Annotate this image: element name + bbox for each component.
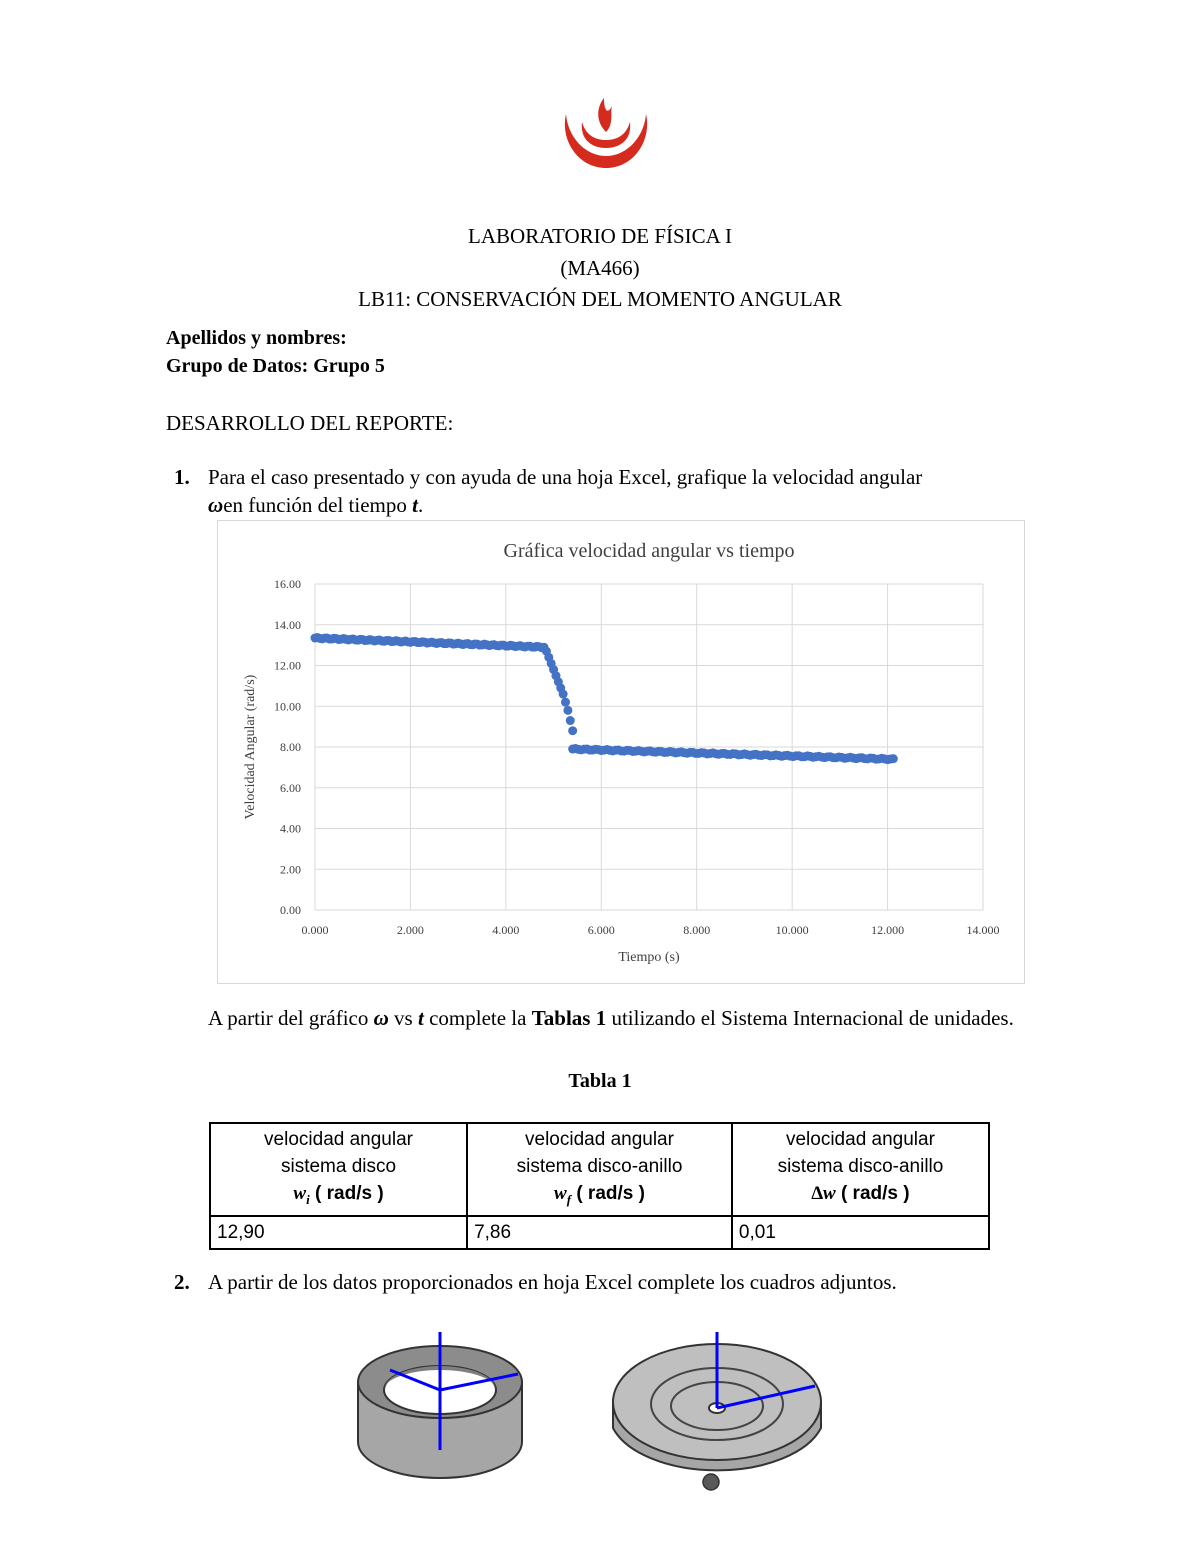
y-tick-label: 4.00 bbox=[280, 821, 301, 836]
ring-illustration bbox=[350, 1330, 530, 1490]
x-tick-label: 10.000 bbox=[775, 923, 809, 937]
y-tick-label: 0.00 bbox=[280, 903, 301, 917]
table-1 bbox=[209, 1122, 990, 1250]
x-tick-label: 4.000 bbox=[492, 923, 520, 937]
q1-text: Para el caso presentado y con ayuda de una hoja Excel, grafique la velocidad angular ωen función del tiempo t. bbox=[208, 465, 923, 517]
data-point bbox=[561, 698, 570, 707]
data-point bbox=[563, 706, 572, 715]
table-ref: Tablas 1 bbox=[531, 1006, 607, 1030]
chart-title: Gráfica velocidad angular vs tiempo bbox=[503, 540, 795, 562]
data-point bbox=[568, 726, 577, 735]
instruction-text: A partir del gráfico ω vs t complete la Tablas 1 utilizando el Sistema Internacional de unidades. bbox=[208, 1006, 1014, 1030]
data-point bbox=[566, 716, 575, 725]
value-dw[interactable]: 0,01 bbox=[732, 1216, 989, 1249]
y-tick-label: 16.00 bbox=[274, 577, 301, 591]
course-code: (MA466) bbox=[560, 256, 640, 280]
table-row bbox=[210, 1216, 989, 1249]
q1-number: 1. bbox=[174, 465, 190, 489]
names-label: Apellidos y nombres: bbox=[166, 327, 347, 349]
header-cell-dw: velocidad angular sistema disco-anillo ∆w ( rad/s ) bbox=[732, 1123, 989, 1216]
lab-title: LABORATORIO DE FÍSICA I bbox=[468, 224, 732, 248]
data-point bbox=[559, 690, 568, 699]
university-logo bbox=[560, 92, 652, 172]
y-tick-label: 2.00 bbox=[280, 862, 301, 877]
omega-symbol: ω bbox=[208, 493, 224, 517]
group-label: Grupo de Datos: bbox=[166, 355, 309, 377]
q2-number: 2. bbox=[174, 1270, 190, 1294]
velocity-chart bbox=[218, 521, 1024, 983]
y-tick-label: 10.00 bbox=[274, 699, 301, 714]
omega-symbol-2: ω bbox=[373, 1006, 389, 1030]
group-value: Grupo 5 bbox=[313, 355, 385, 377]
y-tick-label: 6.00 bbox=[280, 780, 301, 795]
q1-text-a: Para el caso presentado y con ayuda de una hoja Excel, grafique la velocidad angular bbox=[208, 465, 923, 489]
q2-text: A partir de los datos proporcionados en hoja Excel complete los cuadros adjuntos. bbox=[208, 1270, 897, 1294]
x-tick-label: 2.000 bbox=[396, 923, 424, 937]
t-symbol: t bbox=[412, 493, 418, 517]
y-axis-label: Velocidad Angular (rad/s) bbox=[243, 674, 258, 820]
x-axis-label: Tiempo (s) bbox=[618, 950, 680, 965]
group-line bbox=[166, 355, 385, 378]
section-title: DESARROLLO DEL REPORTE: bbox=[166, 411, 454, 435]
x-tick-label: 0.000 bbox=[301, 923, 329, 937]
y-tick-label: 12.00 bbox=[274, 658, 301, 673]
y-tick-label: 8.00 bbox=[280, 740, 301, 754]
value-wf[interactable]: 7,86 bbox=[467, 1216, 732, 1249]
table-title: Tabla 1 bbox=[568, 1070, 632, 1092]
x-tick-label: 8.000 bbox=[683, 923, 711, 937]
value-wi[interactable]: 12,90 bbox=[210, 1216, 467, 1249]
chart-frame bbox=[217, 520, 1025, 984]
header-cell-wf: velocidad angular sistema disco-anillo $w_f$ ( rad/s ) bbox=[467, 1123, 732, 1216]
y-tick-label: 14.00 bbox=[274, 617, 301, 632]
report-title: LB11: CONSERVACIÓN DEL MOMENTO ANGULAR bbox=[358, 287, 842, 311]
data-point bbox=[889, 754, 898, 763]
x-tick-label: 14.000 bbox=[966, 923, 1000, 937]
x-tick-label: 12.000 bbox=[871, 923, 905, 937]
table-header-row bbox=[210, 1123, 989, 1216]
t-symbol-2: t bbox=[417, 1006, 424, 1030]
q1-text-b: en función del tiempo bbox=[223, 493, 407, 517]
header-cell-wi: velocidad angular sistema disco $w_i$ ( rad/s ) bbox=[210, 1123, 467, 1216]
x-tick-label: 6.000 bbox=[587, 923, 615, 937]
disc-illustration bbox=[605, 1328, 830, 1493]
